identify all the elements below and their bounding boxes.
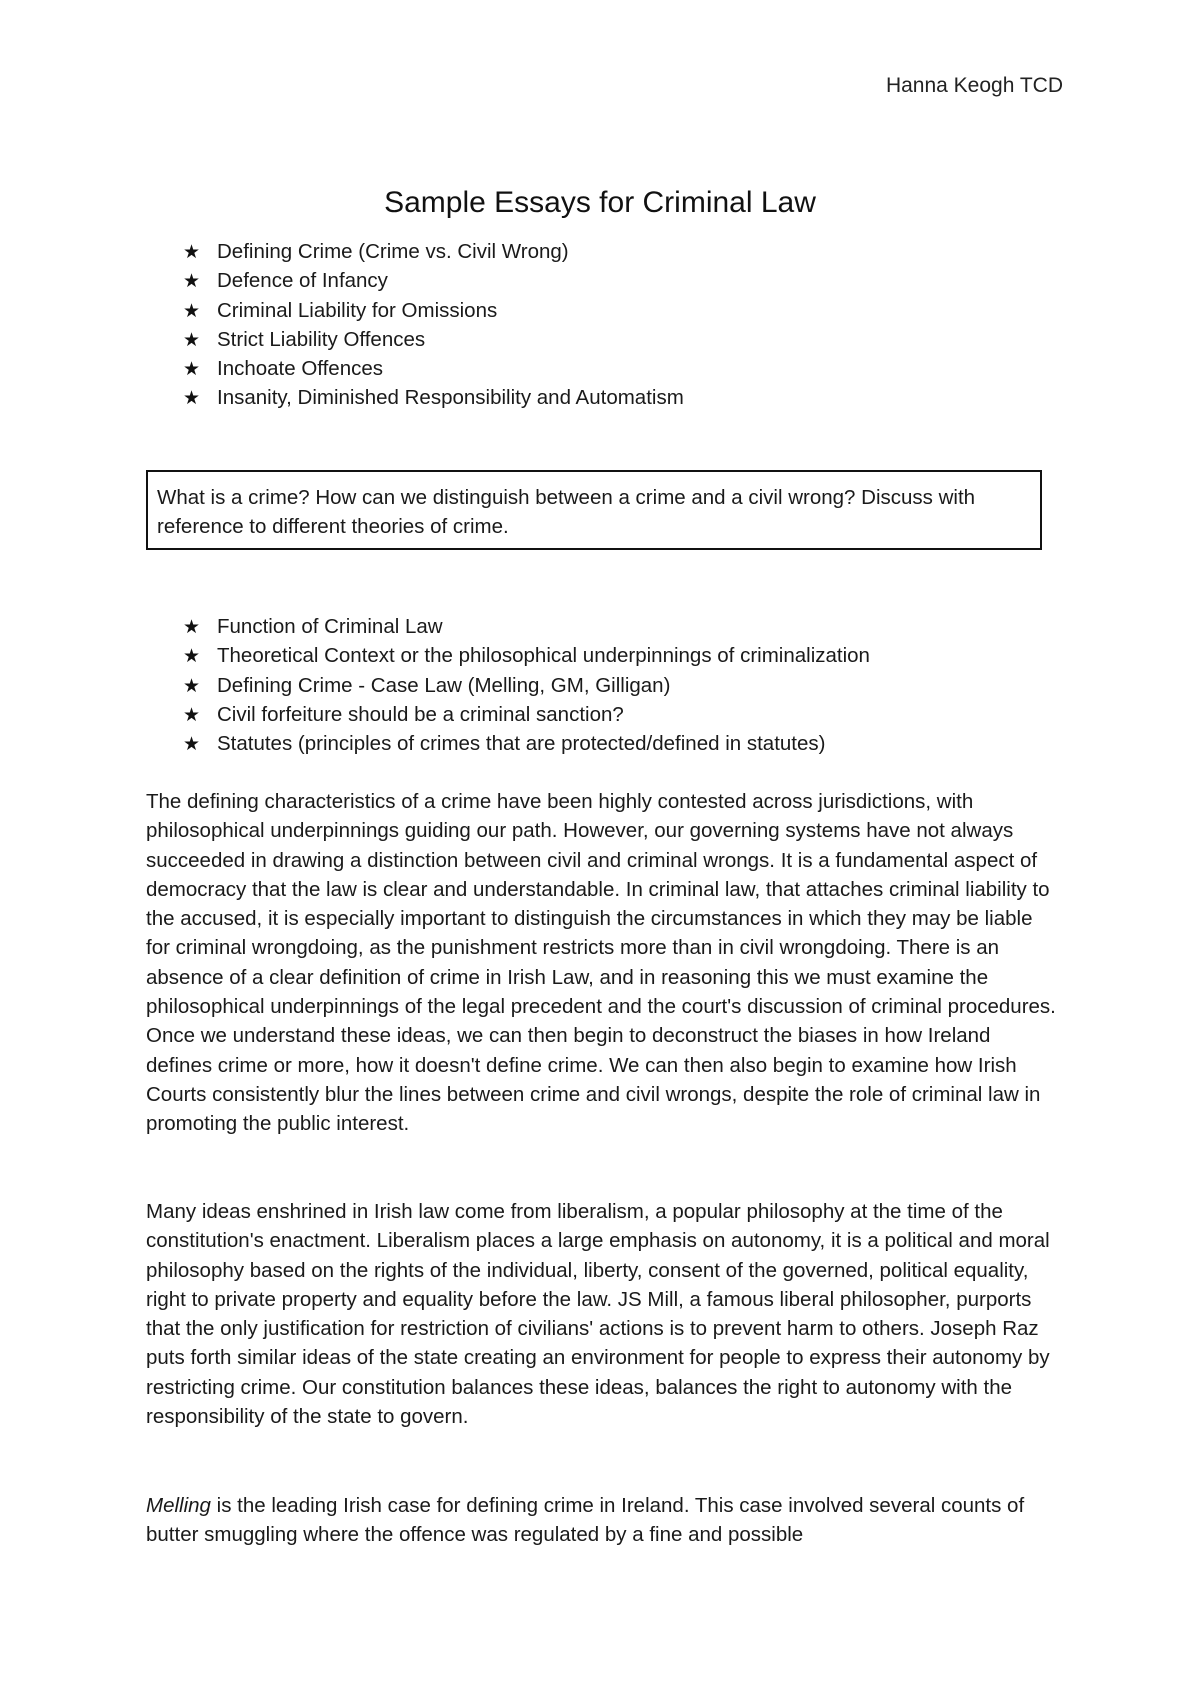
- star-icon: ★: [183, 704, 201, 726]
- list-item: ★ Theoretical Context or the philosophical underpinnings of criminalization: [183, 641, 870, 670]
- list-item: ★ Inchoate Offences: [183, 354, 684, 383]
- list-item: ★ Criminal Liability for Omissions: [183, 296, 684, 325]
- star-icon: ★: [183, 242, 201, 263]
- star-icon: ★: [183, 388, 201, 410]
- star-icon: ★: [183, 300, 201, 322]
- star-icon: ★: [183, 271, 201, 293]
- star-icon: ★: [183, 617, 201, 638]
- list-item: ★ Strict Liability Offences: [183, 325, 684, 354]
- list-item: ★ Defining Crime - Case Law (Melling, GM, Gilligan): [183, 671, 870, 700]
- outline-list: [183, 612, 870, 758]
- star-icon: ★: [183, 646, 201, 668]
- topics-list: [183, 237, 684, 413]
- list-item: ★ Civil forfeiture should be a criminal sanction?: [183, 700, 870, 729]
- author-header: Hanna Keogh TCD: [885, 74, 1063, 97]
- body-paragraph: Many ideas enshrined in Irish law come from liberalism, a popular philosophy at the time of the constitution's enactment. Liberalism places a large emphasis on autonomy, it is a political and moral philosophy based on the rights of the individual, liberty, consent of the governed, political equality, right to private property and equality before the law. JS Mill, a famous liberal philosopher, purports that the only justification for restriction of civilians' actions is to prevent harm to others. Joseph Raz puts forth similar ideas of the state creating an environment for people to express their autonomy by restricting crime. Our constitution balances these ideas, balances the right to autonomy with the responsibility of the state to govern.: [146, 1200, 1050, 1429]
- list-item: ★ Defence of Infancy: [183, 266, 684, 295]
- page-title: Sample Essays for Criminal Law: [384, 186, 816, 219]
- star-icon: ★: [183, 734, 201, 756]
- list-item: ★ Insanity, Diminished Responsibility and Automatism: [183, 383, 684, 412]
- body-paragraph: [146, 1491, 1056, 1550]
- essay-question-box: What is a crime? How can we distinguish between a crime and a civil wrong? Discuss with reference to different theories of crime.: [146, 470, 1042, 550]
- star-icon: ★: [183, 329, 201, 351]
- star-icon: ★: [183, 675, 201, 697]
- body-paragraph: The defining characteristics of a crime have been highly contested across jurisdictions, with philosophical underpinnings guiding our path. However, our governing systems have not always succeeded in drawing a distinction between civil and criminal wrongs. It is a fundamental aspect of democracy that the law is clear and understandable. In criminal law, that attaches criminal liability to the accused, it is especially important to distinguish the circumstances in which they may be liable for criminal wrongdoing, as the punishment restricts more than in civil wrongdoing. There is an absence of a clear definition of crime in Irish Law, and in reasoning this we must examine the philosophical underpinnings of the legal precedent and the court's discussion of criminal procedures. Once we understand these ideas, we can then begin to deconstruct the biases in how Ireland defines crime or more, how it doesn't define crime. We can then also begin to examine how Irish Courts consistently blur the lines between crime and civil wrongs, despite the role of criminal law in promoting the public interest.: [146, 790, 1056, 1136]
- list-item: ★ Statutes (principles of crimes that are protected/defined in statutes): [183, 729, 870, 758]
- list-item: ★ Defining Crime (Crime vs. Civil Wrong): [183, 237, 684, 266]
- star-icon: ★: [183, 359, 201, 381]
- list-item: ★ Function of Criminal Law: [183, 612, 870, 641]
- paragraph-text: is the leading Irish case for defining crime in Ireland. This case involved several counts of butter smuggling where the offence was regulated by a fine and possible: [146, 1494, 1025, 1547]
- case-name: Melling: [146, 1494, 211, 1517]
